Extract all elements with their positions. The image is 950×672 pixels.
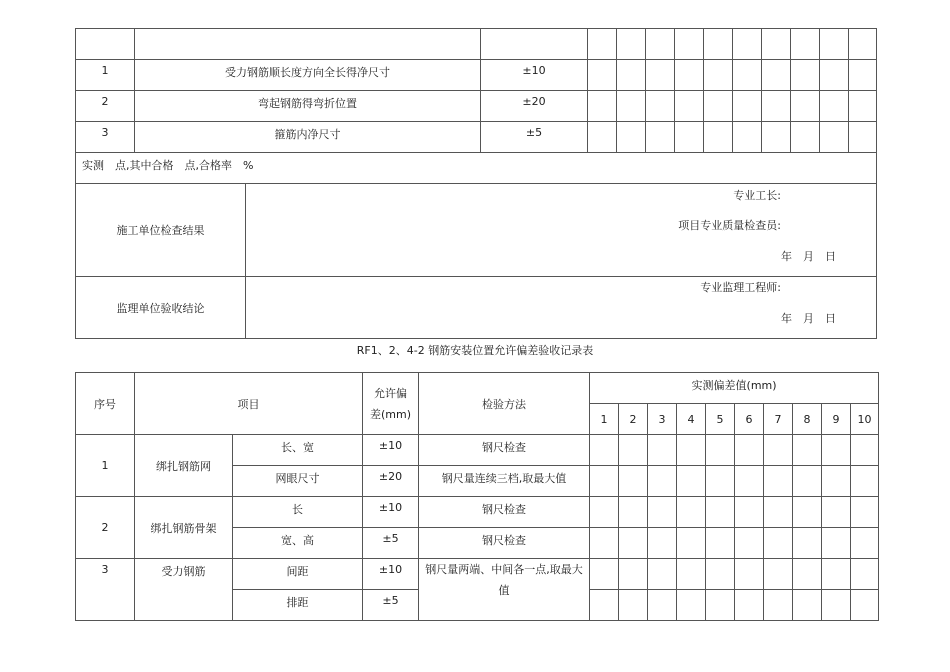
item-name: 弯起钢筋得弯折位置 — [135, 91, 481, 122]
date-label: 年 月 日 — [781, 312, 836, 325]
group-name: 绑扎钢筋网 — [135, 435, 233, 497]
tolerance-value: ±10 — [363, 497, 419, 528]
col-header: 3 — [648, 404, 677, 435]
date-label: 年 月 日 — [781, 250, 836, 263]
inspection-method: 钢尺检查 — [419, 435, 590, 466]
header-method: 检验方法 — [419, 373, 590, 435]
table-row — [76, 559, 879, 590]
table-row — [76, 435, 879, 466]
header-measured: 实测偏差值(mm) — [590, 373, 879, 404]
group-number: 2 — [76, 497, 135, 559]
quality-inspector-label: 项目专业质量检查员: — [678, 219, 781, 232]
summary-text: 实测 点,其中合格 点,合格率 % — [76, 153, 877, 184]
table-row — [76, 29, 877, 60]
tolerance-value: ±5 — [363, 528, 419, 559]
col-header: 1 — [590, 404, 619, 435]
tolerance-value: ±10 — [363, 559, 419, 590]
sub-item: 长 — [233, 497, 363, 528]
col-header: 5 — [706, 404, 735, 435]
supervision-row — [76, 277, 877, 339]
sub-item: 长、宽 — [233, 435, 363, 466]
inspection-method: 钢尺检查 — [419, 528, 590, 559]
inspection-method: 钢尺量连续三档,取最大值 — [419, 466, 590, 497]
construction-signature-area — [246, 184, 877, 277]
tolerance-value: ±5 — [481, 122, 588, 153]
supervision-signature-area — [246, 277, 877, 339]
col-header: 9 — [822, 404, 851, 435]
tolerance-table-continued — [75, 28, 877, 339]
col-header: 8 — [793, 404, 822, 435]
tolerance-value: ±20 — [363, 466, 419, 497]
header-tolerance: 允许偏 差(mm) — [363, 373, 419, 435]
col-header: 4 — [677, 404, 706, 435]
header-item: 项目 — [135, 373, 363, 435]
row-number: 3 — [76, 122, 135, 153]
group-number: 3 — [76, 559, 135, 621]
rebar-installation-tolerance-table — [75, 372, 879, 621]
item-name: 受力钢筋顺长度方向全长得净尺寸 — [135, 60, 481, 91]
col-header: 2 — [619, 404, 648, 435]
supervisor-engineer-label: 专业监理工程师: — [700, 281, 781, 294]
sub-item: 宽、高 — [233, 528, 363, 559]
table-row — [76, 60, 877, 91]
group-name: 绑扎钢筋骨架 — [135, 497, 233, 559]
sub-item: 排距 — [233, 590, 363, 621]
row-number: 1 — [76, 60, 135, 91]
group-number: 1 — [76, 435, 135, 497]
foreman-label: 专业工长: — [733, 189, 781, 202]
summary-row — [76, 153, 877, 184]
tolerance-value: ±10 — [363, 435, 419, 466]
inspection-method: 钢尺量两端、中间各一点,取最大值 — [419, 559, 590, 621]
tolerance-value: ±5 — [363, 590, 419, 621]
col-header: 7 — [764, 404, 793, 435]
item-name: 箍筋内净尺寸 — [135, 122, 481, 153]
supervision-label: 监理单位验收结论 — [76, 277, 246, 339]
table-caption: RF1、2、4-2 钢筋安装位置允许偏差验收记录表 — [356, 344, 594, 357]
inspection-method: 钢尺检查 — [419, 497, 590, 528]
row-number: 2 — [76, 91, 135, 122]
header-row — [76, 373, 879, 404]
construction-result-row — [76, 184, 877, 277]
construction-result-label: 施工单位检查结果 — [76, 184, 246, 277]
header-no: 序号 — [76, 373, 135, 435]
col-header: 6 — [735, 404, 764, 435]
sub-item: 间距 — [233, 559, 363, 590]
table-row — [76, 497, 879, 528]
sub-item: 网眼尺寸 — [233, 466, 363, 497]
tolerance-value: ±20 — [481, 91, 588, 122]
tolerance-value: ±10 — [481, 60, 588, 91]
col-header: 10 — [851, 404, 879, 435]
group-name: 受力钢筋 — [135, 559, 233, 621]
table-row — [76, 122, 877, 153]
table-row — [76, 91, 877, 122]
